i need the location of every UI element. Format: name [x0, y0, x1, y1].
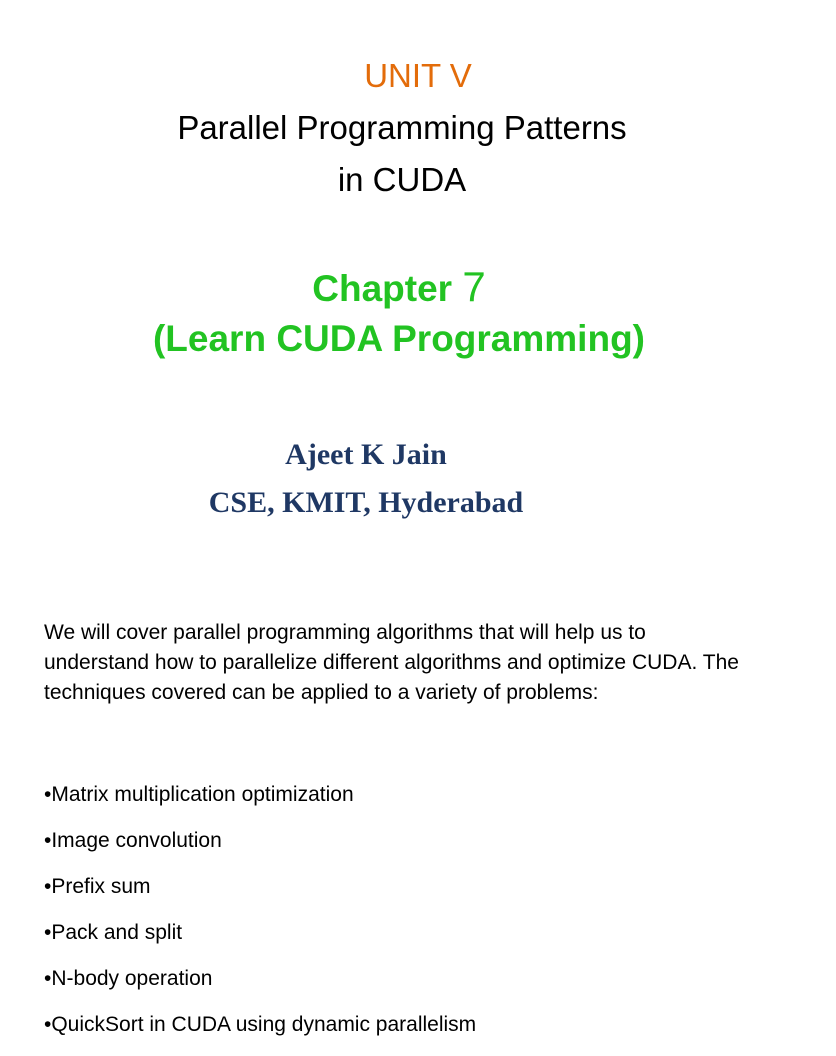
chapter-prefix: Chapter	[312, 268, 463, 309]
chapter-heading	[0, 264, 798, 312]
unit-label: UNIT V	[364, 57, 472, 94]
title-line-2: in CUDA	[337, 161, 467, 198]
list-item: •N-body operation	[44, 967, 213, 990]
list-item: •Image convolution	[44, 829, 222, 852]
intro-paragraph: We will cover parallel programming algorithms that will help us to understand how to parallelize different algorithms and optimize CUDA. The techniques covered can be applied to a variety of problems:	[44, 621, 739, 704]
author-affiliation: CSE, KMIT, Hyderabad	[208, 486, 524, 519]
list-item: •Prefix sum	[44, 875, 151, 898]
topic-list	[44, 780, 744, 1056]
chapter-number: 7	[462, 263, 486, 310]
list-item: •QuickSort in CUDA using dynamic parallelism	[44, 1013, 477, 1036]
list-item: •Matrix multiplication optimization	[44, 783, 354, 806]
chapter-subtitle: (Learn CUDA Programming)	[152, 318, 645, 359]
title-line-1: Parallel Programming Patterns	[177, 109, 627, 146]
list-item: •Pack and split	[44, 921, 183, 944]
author-name: Ajeet K Jain	[285, 438, 447, 471]
